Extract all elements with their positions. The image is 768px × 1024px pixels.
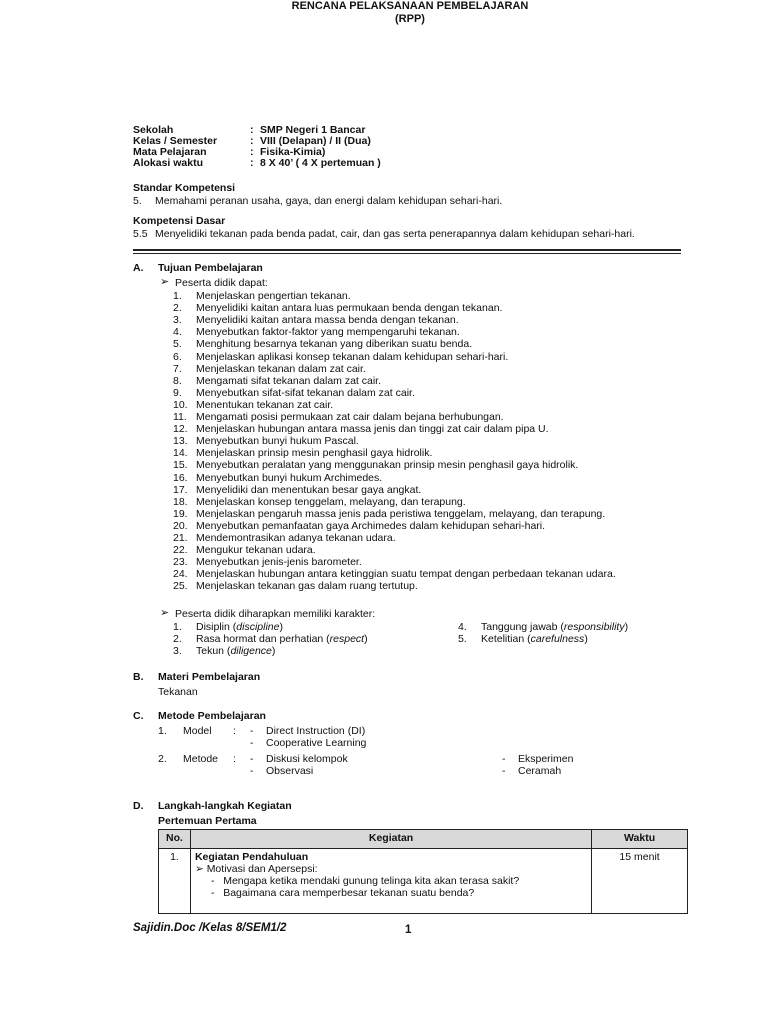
dash-marker: - — [502, 753, 506, 765]
karakter-text — [481, 621, 628, 633]
metode-num: 2. — [158, 753, 167, 765]
section-b-text: Tekanan — [158, 686, 198, 698]
kompetensi-num: 5.5 — [133, 228, 148, 240]
karakter-label: Ketelitian ( — [481, 633, 531, 645]
list-item-number: 2. — [173, 302, 182, 315]
karakter-label: Tanggung jawab ( — [481, 621, 564, 633]
karakter-number: 2. — [173, 633, 182, 645]
title-line-2: (RPP) — [395, 13, 425, 25]
karakter-english: discipline — [236, 621, 280, 633]
list-item-text: Menjelaskan pengaruh massa jenis pada peristiwa tenggelam, melayang, dan terapung. — [196, 507, 606, 520]
divider-thin — [133, 253, 681, 254]
karakter-close: ) — [279, 621, 283, 633]
list-item-number: 9. — [173, 386, 182, 399]
row-title: Kegiatan Pendahuluan — [194, 851, 309, 863]
row-bullet-line — [195, 863, 587, 875]
karakter-label: Rasa hormat dan perhatian ( — [196, 633, 330, 645]
row-question-2: Bagaimana cara memperbesar tekanan suatu benda? — [223, 887, 475, 900]
arrow-bullet-icon: ➢ — [194, 863, 207, 876]
th-kegiatan: Kegiatan — [190, 830, 591, 849]
standar-num: 5. — [133, 195, 142, 207]
list-item-number: 3. — [173, 314, 182, 327]
karakter-number: 1. — [173, 621, 182, 633]
list-item-text: Menyelidiki kaitan antara luas permukaan benda dengan tekanan. — [196, 302, 503, 315]
list-item-text: Menjelaskan hubungan antara ketinggian suatu tempat dengan perbedaan tekanan udara. — [196, 568, 616, 581]
list-item-text: Menyelidiki kaitan antara massa benda dengan tekanan. — [196, 314, 459, 327]
list-item-number: 15. — [173, 459, 188, 472]
model-item-2: Cooperative Learning — [266, 737, 367, 749]
section-a-heading: Tujuan Pembelajaran — [158, 262, 263, 274]
karakter-close: ) — [364, 633, 368, 645]
row-waktu: 15 menit — [592, 849, 688, 914]
karakter-close: ) — [624, 621, 629, 633]
section-b-letter: B. — [133, 671, 144, 683]
model-item-1: Direct Instruction (DI) — [266, 725, 366, 737]
list-item-text: Menyebutkan pemanfaatan gaya Archimedes dalam kehidupan sehari-hari. — [196, 519, 546, 532]
dash-marker: - — [250, 765, 254, 777]
footer-text: Sajidin.Doc /Kelas 8/SEM1/2 — [133, 922, 287, 934]
row-kegiatan — [190, 849, 591, 914]
list-item-text: Menjelaskan tekanan gas dalam ruang tertutup. — [196, 580, 418, 593]
metode-label: Metode — [183, 753, 219, 765]
table-header-row — [159, 830, 688, 849]
karakter-intro: Peserta didik diharapkan memiliki karakter: — [175, 608, 376, 620]
karakter-text — [196, 621, 283, 633]
list-item-number: 19. — [173, 507, 188, 520]
list-item-text: Menyebutkan bunyi hukum Pascal. — [196, 435, 359, 448]
section-c-letter: C. — [133, 710, 144, 722]
karakter-text — [196, 645, 275, 657]
list-item-text: Menyebutkan sifat-sifat tekanan dalam zat cair. — [196, 386, 415, 399]
list-item-number: 5. — [173, 338, 182, 351]
karakter-label: Tekun ( — [196, 645, 231, 657]
row-question-2-line: - Bagaimana cara memperbesar tekanan suatu benda? — [210, 887, 475, 900]
standar-text: Memahami peranan usaha, gaya, dan energi dalam kehidupan sehari-hari. — [155, 195, 503, 207]
dash-marker: - — [250, 725, 254, 737]
row-question-1-line: - Mengapa ketika mendaki gunung telinga kita akan terasa sakit? — [210, 875, 520, 888]
page-number: 1 — [405, 924, 412, 936]
list-item-text: Menjelaskan pengertian tekanan. — [196, 290, 351, 302]
list-item-text: Menyebutkan faktor-faktor yang mempengaruhi tekanan. — [196, 326, 460, 339]
section-a-letter: A. — [133, 262, 144, 274]
metode-left-2: Observasi — [266, 765, 314, 777]
list-item-text: Mengamati posisi permukaan zat cair dalam bejana berhubungan. — [196, 411, 504, 423]
list-item-text: Menghitung besarnya tekanan yang diberikan suatu benda. — [196, 338, 473, 351]
row-no: 1. — [159, 849, 191, 914]
karakter-number: 4. — [458, 621, 467, 633]
list-item-text: Menentukan tekanan zat cair. — [196, 398, 334, 411]
list-item-number: 22. — [173, 544, 188, 557]
list-item-text: Menyelidiki dan menentukan besar gaya angkat. — [196, 483, 422, 496]
list-item-text: Menjelaskan aplikasi konsep tekanan dalam kehidupan sehari-hari. — [196, 350, 509, 363]
list-item-number: 18. — [173, 495, 188, 508]
th-waktu: Waktu — [592, 830, 688, 849]
list-item-number: 7. — [173, 362, 182, 375]
list-item-number: 20. — [173, 519, 188, 532]
list-item-text: Mengamati sifat tekanan dalam zat cair. — [196, 374, 382, 387]
list-item-number: 6. — [173, 350, 182, 363]
list-item-number: 16. — [173, 471, 188, 484]
section-a-intro: Peserta didik dapat: — [175, 277, 268, 289]
list-item-text: Menjelaskan prinsip mesin penghasil gaya hidrolik. — [196, 447, 433, 460]
list-item-number: 11. — [173, 411, 187, 423]
karakter-english: responsibility — [563, 621, 625, 633]
model-colon: : — [233, 725, 236, 737]
list-item-number: 14. — [173, 447, 188, 460]
kompetensi-heading: Kompetensi Dasar — [133, 215, 226, 227]
list-item-number: 1. — [173, 290, 182, 302]
section-d-letter: D. — [133, 800, 144, 812]
dash-marker: - — [250, 737, 254, 749]
model-label: Model — [183, 725, 212, 737]
section-d-sub: Pertemuan Pertama — [158, 815, 257, 827]
dash-marker: - — [502, 765, 506, 777]
row-bullet: Motivasi dan Apersepsi: — [206, 863, 318, 876]
document-title — [0, 0, 768, 26]
karakter-english: diligence — [230, 645, 272, 657]
table-row — [159, 849, 688, 914]
section-d-heading: Langkah-langkah Kegiatan — [158, 800, 292, 812]
karakter-close: ) — [271, 645, 276, 657]
karakter-english: carefulness — [530, 633, 585, 645]
list-item-number: 12. — [173, 423, 188, 436]
list-item-number: 4. — [173, 326, 182, 339]
metode-right-1: Eksperimen — [518, 753, 574, 765]
list-item-number: 24. — [173, 568, 188, 581]
list-item-text: Mendemontrasikan adanya tekanan udara. — [196, 532, 396, 544]
section-c-heading: Metode Pembelajaran — [158, 710, 266, 722]
karakter-english: respect — [329, 633, 365, 645]
section-b-heading: Materi Pembelajaran — [158, 671, 261, 683]
karakter-number: 3. — [173, 645, 182, 657]
list-item-number: 23. — [173, 556, 188, 569]
list-item-text: Menjelaskan tekanan dalam zat cair. — [196, 362, 366, 375]
kegiatan-table — [158, 829, 688, 914]
list-item-number: 17. — [173, 483, 188, 496]
list-item-number: 21. — [173, 532, 188, 544]
model-num: 1. — [158, 725, 167, 737]
list-item-text: Menyebutkan jenis-jenis barometer. — [196, 556, 362, 569]
list-item-text: Menyebutkan peralatan yang menggunakan prinsip mesin penghasil gaya hidrolik. — [196, 459, 579, 472]
metode-left-1: Diskusi kelompok — [266, 753, 348, 765]
dash-marker: - — [250, 753, 254, 765]
kompetensi-text: Menyelidiki tekanan pada benda padat, cair, dan gas serta penerapannya dalam kehidupan sehari-hari. — [155, 228, 635, 240]
th-no: No. — [159, 830, 191, 849]
karakter-number: 5. — [458, 633, 467, 645]
metode-right-2: Ceramah — [518, 765, 562, 777]
list-item-number: 25. — [173, 580, 188, 593]
standar-heading: Standar Kompetensi — [133, 182, 236, 194]
arrow-bullet-icon: ➢ — [160, 276, 170, 288]
arrow-bullet-icon: ➢ — [160, 607, 170, 619]
karakter-text — [196, 633, 368, 645]
list-item-text: Menjelaskan konsep tenggelam, melayang, dan terapung. — [196, 495, 466, 508]
list-item-number: 8. — [173, 374, 182, 387]
karakter-text — [481, 633, 588, 645]
list-item-text: Menjelaskan hubungan antara massa jenis dan tinggi zat cair dalam pipa U. — [196, 423, 549, 436]
list-item-number: 13. — [173, 435, 188, 448]
title-line-1: RENCANA PELAKSANAAN PEMBELAJARAN — [291, 0, 529, 12]
row-question-1: Mengapa ketika mendaki gunung telinga kita akan terasa sakit? — [223, 875, 520, 888]
karakter-close: ) — [584, 633, 588, 645]
list-item-text: Mengukur tekanan udara. — [196, 544, 316, 557]
list-item-number: 10. — [173, 398, 188, 411]
karakter-label: Disiplin ( — [196, 621, 237, 633]
list-item-text: Menyebutkan bunyi hukum Archimedes. — [196, 471, 383, 484]
metode-colon: : — [233, 753, 236, 765]
divider-thick — [133, 249, 681, 251]
